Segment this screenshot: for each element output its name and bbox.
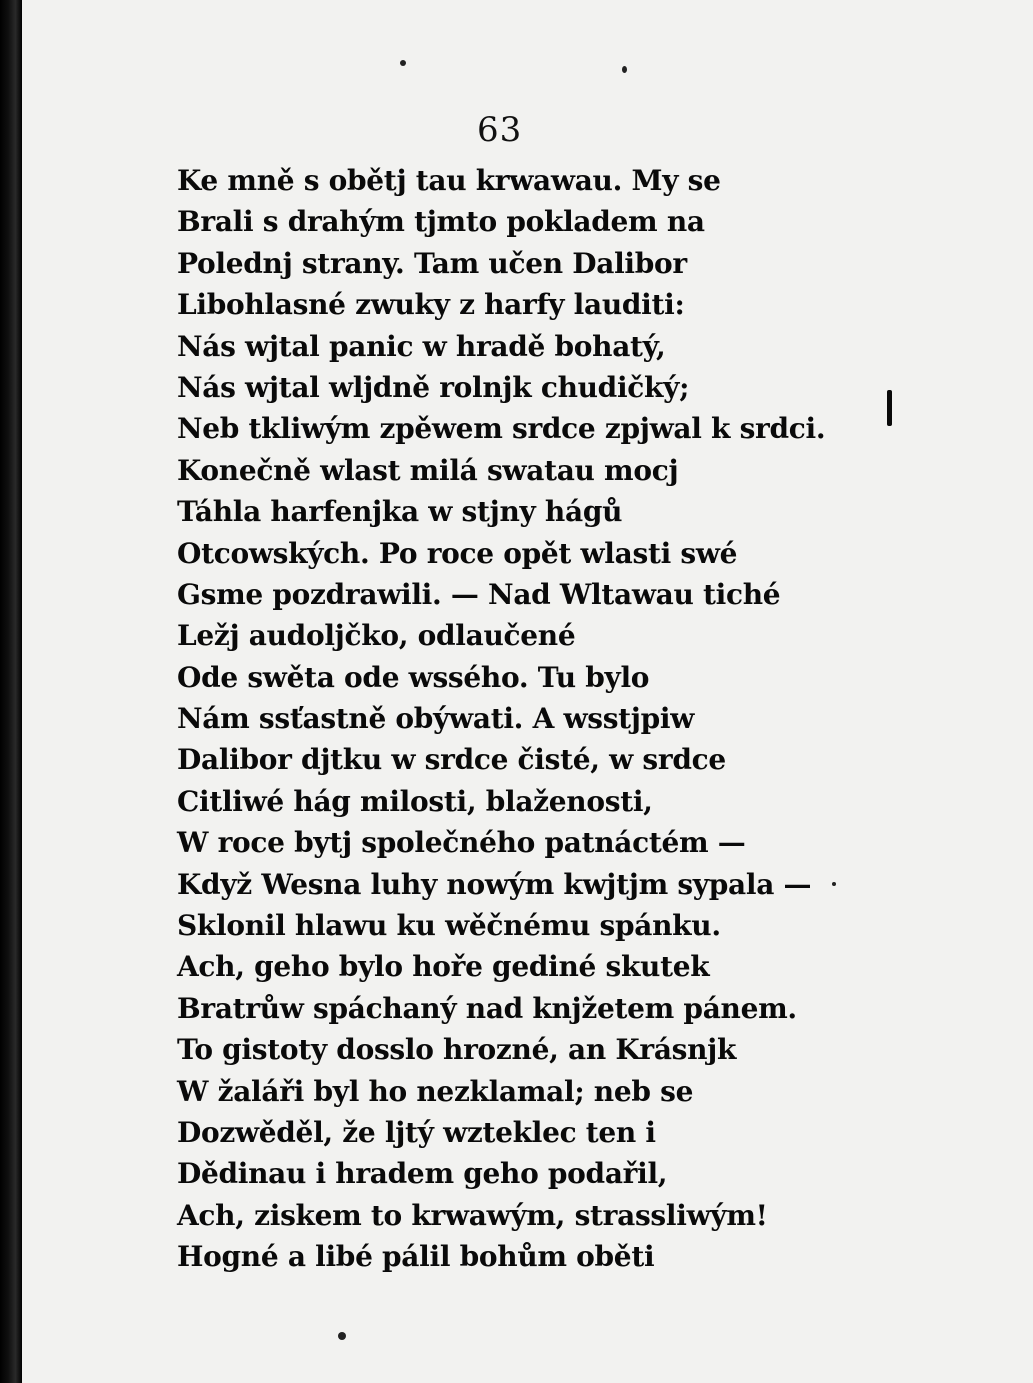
- text-line: Dědinau i hradem geho podařil,: [177, 1157, 668, 1191]
- text-line: Polednj strany. Tam učen Dalibor: [177, 246, 687, 280]
- text-line: Ležj audoljčko, odlaučené: [177, 619, 576, 653]
- ink-speck: [400, 60, 406, 66]
- text-line: Bratrůw spáchaný nad knjžetem pánem.: [177, 991, 797, 1025]
- text-line: W roce bytj společného patnáctém —: [177, 826, 746, 860]
- margin-mark: [887, 390, 892, 426]
- text-line: Brali s drahým tjmto pokladem na: [177, 205, 705, 239]
- text-line: Nás wjtal panic w hradě bohatý,: [177, 329, 666, 363]
- book-page: [22, 0, 1033, 1383]
- ink-speck: [338, 1332, 346, 1340]
- book-spine-edge: [0, 0, 22, 1383]
- text-line: Citliwé hág milosti, blaženosti,: [177, 784, 653, 818]
- ink-speck: [622, 66, 627, 73]
- text-line: Sklonil hlawu ku wěčnému spánku.: [177, 909, 721, 943]
- text-line: Dalibor djtku w srdce čisté, w srdce: [177, 743, 726, 777]
- page-number: 63: [477, 110, 523, 150]
- text-line: Ach, ziskem to krwawým, strassliwým!: [177, 1198, 768, 1232]
- ink-speck: [832, 882, 836, 886]
- text-line: Konečně wlast milá swatau mocj: [177, 453, 679, 487]
- text-line: Hogné a libé pálil bohům oběti: [177, 1240, 655, 1274]
- text-line: Dozwěděl, že ljtý wzteklec ten i: [177, 1115, 656, 1149]
- text-line: To gistoty dosslo hrozné, an Krásnjk: [177, 1033, 737, 1067]
- text-line: Gsme pozdrawili. — Nad Wltawau tiché: [177, 577, 781, 611]
- text-line: Nás wjtal wljdně rolnjk chudičký;: [177, 370, 690, 404]
- text-line: Neb tkliwým zpěwem srdce zpjwal k srdci.: [177, 412, 826, 446]
- text-line: Táhla harfenjka w stjny hágů: [177, 495, 623, 529]
- text-line: Libohlasné zwuky z harfy lauditi:: [177, 288, 685, 322]
- text-line: Když Wesna luhy nowým kwjtjm sypala —: [177, 867, 812, 901]
- text-line: Ach, geho bylo hoře gediné skutek: [177, 950, 710, 984]
- text-line: Otcowských. Po roce opět wlasti swé: [177, 536, 738, 570]
- text-line: Ode swěta ode wssého. Tu bylo: [177, 660, 650, 694]
- poem-text: [177, 160, 877, 1278]
- text-line: Nám ssťastně obýwati. A wsstjpiw: [177, 702, 695, 736]
- text-line: W žaláři byl ho nezklamal; neb se: [177, 1074, 694, 1108]
- text-line: Ke mně s obětj tau krwawau. My se: [177, 164, 721, 197]
